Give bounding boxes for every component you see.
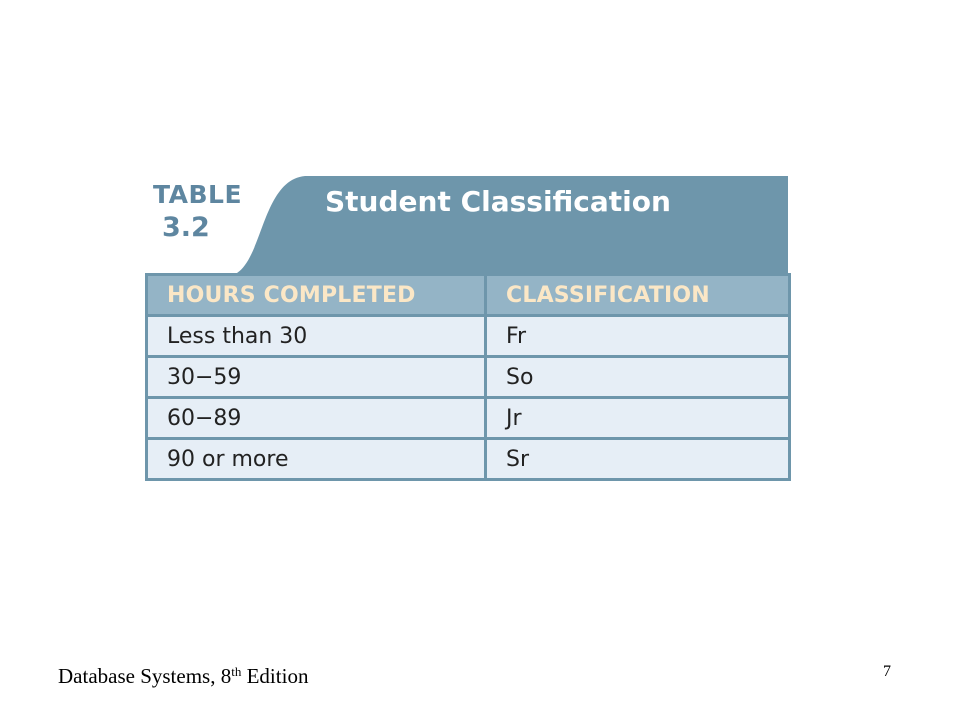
cell-classification: So: [486, 357, 790, 398]
table-label-number: 3.2: [162, 212, 210, 243]
footer-book-prefix: Database Systems, 8: [58, 664, 232, 688]
column-header-hours: HOURS COMPLETED: [147, 275, 486, 316]
cell-hours: Less than 30: [147, 316, 486, 357]
table-row: [147, 398, 790, 439]
slide-footer-book-title: [58, 664, 308, 689]
table-header-row: [147, 275, 790, 316]
table-label-block: [145, 176, 305, 273]
column-header-classification: CLASSIFICATION: [486, 275, 790, 316]
slide-page-number: 7: [883, 663, 891, 680]
cell-hours: 90 or more: [147, 439, 486, 480]
footer-book-suffix: Edition: [241, 664, 309, 688]
cell-classification: Fr: [486, 316, 790, 357]
table-row: [147, 439, 790, 480]
cell-classification: Sr: [486, 439, 790, 480]
cell-hours: 30−59: [147, 357, 486, 398]
table-row: [147, 357, 790, 398]
classification-table: [145, 273, 791, 481]
table-title: Student Classification: [325, 185, 671, 218]
table-row: [147, 316, 790, 357]
table-figure: [145, 176, 788, 481]
table-label-word: TABLE: [153, 180, 243, 209]
cell-hours: 60−89: [147, 398, 486, 439]
footer-book-superscript: th: [231, 664, 242, 679]
cell-classification: Jr: [486, 398, 790, 439]
